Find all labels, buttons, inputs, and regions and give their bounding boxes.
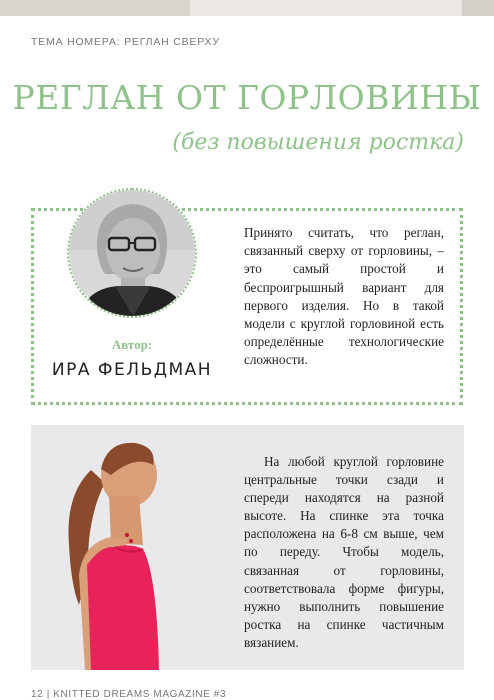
top-strip-mid xyxy=(190,0,462,16)
top-strip-right xyxy=(462,0,494,16)
article-subtitle: (без повышения ростка) xyxy=(172,130,464,155)
author-label: Автор: xyxy=(111,337,153,352)
intro-paragraph: Принято считать, что реглан, связанный сверху от горловины, – это самый простой и беспроигрышный вариант для первого изделия. Но в такой модели с круглой горловиной есть определённые технологические сложности. xyxy=(244,225,444,368)
page-footer: 12 | KNITTED DREAMS MAGAZINE #3 xyxy=(31,689,227,700)
article-title: РЕГЛАН ОТ ГОРЛОВИНЫ xyxy=(12,78,482,117)
section-label: ТЕМА НОМЕРА: РЕГЛАН СВЕРХУ xyxy=(31,36,220,48)
body-paragraph: На любой круглой горловине центральные точки сзади и спереди находятся на разной высоте. На спинке эта точка расположена на 6-8 см выше, чем по переду. Чтобы модель, связанная от горловины, соответствовала форме фигуры, нужно выполнить повышение ростка на спинке частичным вязанием. xyxy=(244,454,444,650)
author-photo xyxy=(67,188,197,318)
top-photo-strip xyxy=(0,0,494,16)
author-name: ИРА ФЕЛЬДМАН xyxy=(51,360,213,380)
top-strip-left xyxy=(0,0,190,16)
